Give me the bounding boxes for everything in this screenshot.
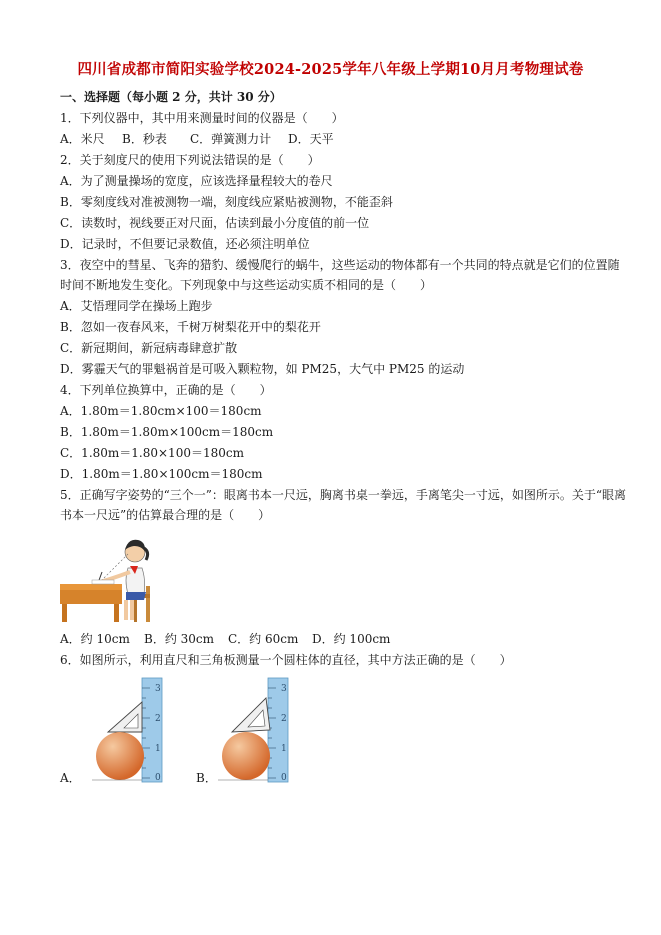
question-4-option-c: C．1.80m＝1.80×100＝180cm [60, 446, 244, 460]
ruler-tick-label: 2 [281, 714, 287, 724]
figure-b-label: B． [196, 771, 217, 785]
option-b: B．秒表 [122, 132, 167, 146]
question-5-stem-line-1: 5．正确写字姿势的“三个一”：眼离书本一尺远，胸离书桌一拳远，手离笔尖一寸远，如图所示。关于“眼离 [60, 488, 627, 502]
ruler-tick-label: 1 [281, 744, 287, 754]
question-2-option-d: D．记录时，不但要记录数值，还必须注明单位 [60, 237, 310, 251]
ruler-tick-label: 1 [155, 744, 161, 754]
question-3-stem-line-1: 3．夜空中的彗星、飞奔的猎豹、缓慢爬行的蜗牛，这些运动的物体都有一个共同的特点就是它们的位置随 [60, 258, 620, 272]
ruler-tick-label: 2 [155, 714, 161, 724]
question-3-option-c: C．新冠期间，新冠病毒肆意扩散 [60, 341, 238, 355]
question-3-stem-line-2: 时间不断地发生变化。下列现象中与这些运动实质不相同的是（ ） [60, 278, 433, 292]
question-4-option-b: B．1.80m＝1.80m×100cm＝180cm [60, 425, 274, 439]
option-c: C．约 60cm [228, 632, 299, 646]
question-4-option-a: A．1.80m＝1.80cm×100＝180cm [60, 404, 262, 418]
question-3-option-b: B．忽如一夜春风来，千树万树梨花开中的梨花开 [60, 320, 321, 334]
ruler-tick-label: 0 [281, 773, 287, 783]
question-3-option-d: D．雾霾天气的罪魁祸首是可吸入颗粒物，如 PM25，大气中 PM25 的运动 [60, 362, 465, 376]
question-5-options [60, 631, 390, 647]
option-d: D．约 100cm [312, 632, 391, 646]
question-2-option-b: B．零刻度线对准被测物一端，刻度线应紧贴被测物，不能歪斜 [60, 195, 393, 209]
option-a: A．约 10cm [60, 632, 130, 646]
figure-b-ruler-measurement [218, 676, 302, 784]
question-4-stem: 4．下列单位换算中，正确的是（ ） [60, 383, 272, 397]
question-3-option-a: A．艾悟理同学在操场上跑步 [60, 299, 213, 313]
ruler-tick-label: 3 [281, 684, 287, 694]
question-2-option-c: C．读数时，视线要正对尺面，估读到最小分度值的前一位 [60, 216, 370, 230]
ruler-tick-label: 0 [155, 773, 161, 783]
ruler-tick-label: 3 [155, 684, 161, 694]
section-heading: 一、选择题（每小题 2 分，共计 30 分） [60, 90, 282, 104]
question-4-option-d: D．1.80m＝1.80×100cm＝180cm [60, 467, 263, 481]
option-d: D．天平 [288, 132, 334, 146]
writing-posture-illustration [58, 528, 170, 624]
option-c: C．弹簧测力计 [190, 132, 272, 146]
figure-a-ruler-measurement [92, 676, 176, 784]
page-title: 四川省成都市简阳实验学校2024-2025学年八年级上学期10月月考物理试卷 [77, 61, 584, 78]
option-a: A．米尺 [60, 132, 105, 146]
question-2-option-a: A．为了测量操场的宽度，应该选择量程较大的卷尺 [60, 174, 333, 188]
question-1-stem: 1．下列仪器中，其中用来测量时间的仪器是（ ） [60, 111, 344, 125]
question-2-stem: 2．关于刻度尺的使用下列说法错误的是（ ） [60, 153, 320, 167]
option-b: B．约 30cm [144, 632, 215, 646]
question-1-options [60, 131, 334, 147]
question-6-stem: 6．如图所示，利用直尺和三角板测量一个圆柱体的直径，其中方法正确的是（ ） [60, 653, 512, 667]
question-5-stem-line-2: 书本一尺远”的估算最合理的是（ ） [60, 508, 271, 522]
figure-a-label: A． [60, 771, 81, 785]
